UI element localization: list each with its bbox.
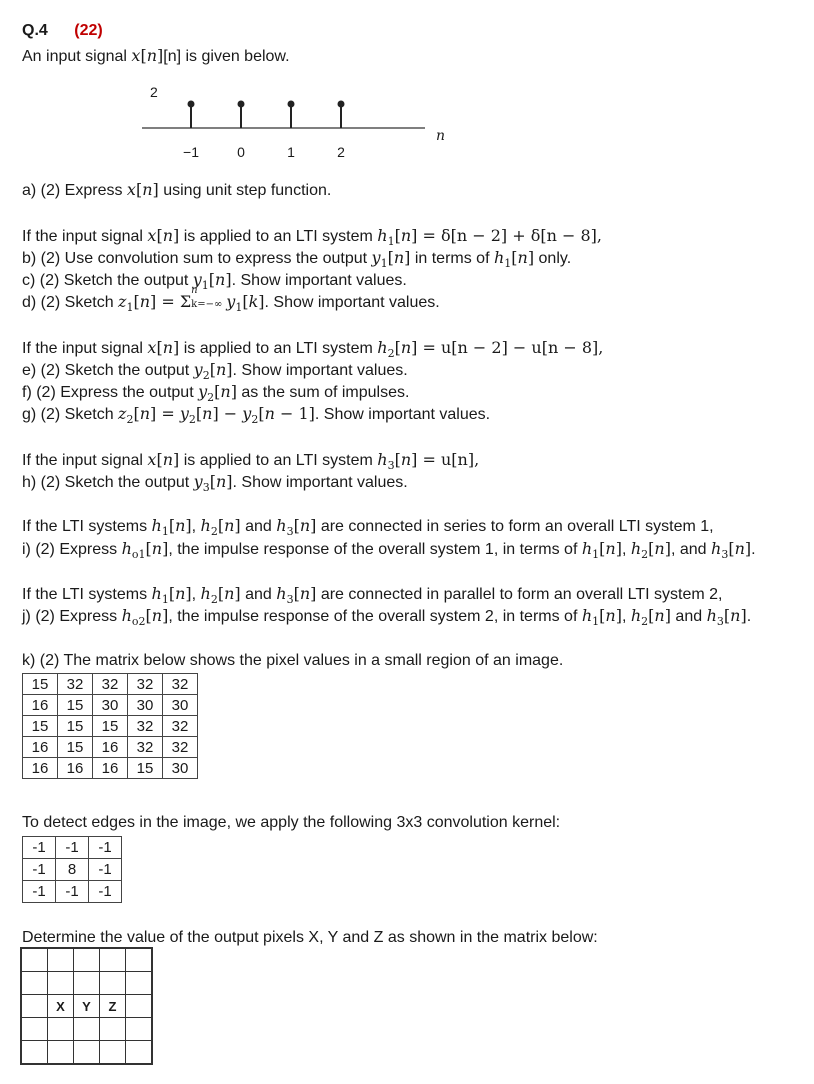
kernel-row — [23, 859, 122, 881]
pixel-cell: 16 — [93, 758, 128, 779]
tick-label: 0 — [237, 144, 245, 160]
part-b: b) (2) Use convolution sum to express the output $y_1[n]$ in terms of $h_1[n]$ only. — [22, 248, 572, 271]
pixel-cell: 32 — [163, 674, 198, 695]
output-cell — [48, 1041, 74, 1065]
series-intro: If the LTI systems $h_1[n]$, $h_2[n]$ and $h_3[n]$ are connected in series to form an overall LTI system 1, — [22, 516, 714, 539]
stem-dot — [288, 101, 295, 108]
tick-label: 1 — [287, 144, 295, 160]
pixel-cell: 30 — [163, 695, 198, 716]
pixel-row — [23, 674, 198, 695]
output-cell: Y — [74, 995, 100, 1018]
pixel-cell: 15 — [93, 716, 128, 737]
kernel-cell: 8 — [56, 859, 89, 881]
output-cell — [100, 972, 126, 995]
part-i: i) (2) Express $h_{o1}[n]$, the impulse response of the overall system 1, in terms of $h_1[n]$, $h_2[n]$, and $h_3[n]$. — [22, 539, 756, 562]
output-cell — [126, 1018, 153, 1041]
output-row — [21, 995, 152, 1018]
output-cell — [48, 972, 74, 995]
output-cell: X — [48, 995, 74, 1018]
intro-line: An input signal x[n][n] is given below. — [22, 46, 290, 65]
output-cell — [74, 972, 100, 995]
output-cell — [100, 1041, 126, 1065]
pixel-cell: 16 — [23, 737, 58, 758]
system3-intro: If the input signal x[n] is applied to an LTI system $h_3[n] = u[n]$, — [22, 450, 480, 473]
pixel-cell: 32 — [128, 674, 163, 695]
output-row — [21, 948, 152, 972]
pixel-row — [23, 716, 198, 737]
pixel-cell: 30 — [128, 695, 163, 716]
output-cell — [100, 1018, 126, 1041]
tick-label: −1 — [183, 144, 199, 160]
stem-dot — [338, 101, 345, 108]
pixel-row — [23, 737, 198, 758]
pixel-cell: 16 — [23, 758, 58, 779]
stem-dot — [238, 101, 245, 108]
output-cell — [126, 995, 153, 1018]
output-intro: Determine the value of the output pixels X, Y and Z as shown in the matrix below: — [22, 929, 598, 946]
pixel-cell: 16 — [93, 737, 128, 758]
question-header — [22, 22, 103, 40]
output-cell — [48, 1018, 74, 1041]
pixel-cell: 15 — [128, 758, 163, 779]
pixel-cell: 15 — [58, 737, 93, 758]
axis-label: n — [436, 128, 446, 144]
kernel-cell: -1 — [89, 881, 122, 903]
part-g: g) (2) Sketch $z_2[n] = y_2[n] - y_2[n - 1]$. Show important values. — [22, 404, 491, 427]
system1-intro: If the input signal x[n] is applied to an LTI system $h_1[n] = \delta[n - 2] + \delta[n - 8]$, — [22, 226, 603, 249]
output-row — [21, 1018, 152, 1041]
pixel-cell: 32 — [128, 716, 163, 737]
part-c: c) (2) Sketch the output $y_1[n]$. Show important values. — [22, 270, 407, 293]
stems-group — [188, 101, 345, 129]
output-cell — [21, 1041, 48, 1065]
pixel-cell: 15 — [23, 716, 58, 737]
output-cell — [126, 972, 153, 995]
kernel-cell: -1 — [89, 837, 122, 859]
output-cell — [21, 972, 48, 995]
output-cell — [126, 948, 153, 972]
kernel-cell: -1 — [23, 881, 56, 903]
output-matrix — [20, 947, 153, 1065]
question-number: Q.4 — [22, 22, 48, 39]
pixel-cell: 30 — [93, 695, 128, 716]
stem-plot — [140, 80, 460, 170]
output-cell — [100, 948, 126, 972]
output-cell — [74, 1018, 100, 1041]
parallel-intro: If the LTI systems $h_1[n]$, $h_2[n]$ and $h_3[n]$ are connected in parallel to form an overall LTI system 2, — [22, 584, 723, 607]
part-k: k) (2) The matrix below shows the pixel values in a small region of an image. — [22, 652, 564, 669]
amplitude-label: 2 — [150, 84, 158, 100]
kernel-row — [23, 837, 122, 859]
pixel-row — [23, 695, 198, 716]
part-j: j) (2) Express $h_{o2}[n]$, the impulse response of the overall system 2, in terms of $h_1[n]$, $h_2[n]$ and $h_3[n]$. — [22, 606, 752, 629]
part-h: h) (2) Sketch the output $y_3[n]$. Show important values. — [22, 472, 408, 495]
pixel-cell: 32 — [163, 737, 198, 758]
pixel-matrix — [22, 673, 198, 779]
output-row — [21, 1041, 152, 1065]
pixel-cell: 32 — [58, 674, 93, 695]
output-cell — [74, 1041, 100, 1065]
tick-label: 2 — [337, 144, 345, 160]
output-cell: Z — [100, 995, 126, 1018]
output-row — [21, 972, 152, 995]
system2-intro: If the input signal x[n] is applied to an LTI system $h_2[n] = u[n - 2] - u[n - 8]$, — [22, 338, 604, 361]
kernel-row — [23, 881, 122, 903]
pixel-cell: 16 — [58, 758, 93, 779]
tick-labels — [183, 144, 345, 160]
output-cell — [21, 948, 48, 972]
pixel-cell: 32 — [93, 674, 128, 695]
output-cell — [48, 948, 74, 972]
kernel-cell: -1 — [56, 837, 89, 859]
output-cell — [21, 1018, 48, 1041]
pixel-cell: 15 — [23, 674, 58, 695]
pixel-cell: 32 — [163, 716, 198, 737]
output-cell — [21, 995, 48, 1018]
kernel-cell: -1 — [23, 837, 56, 859]
pixel-cell: 15 — [58, 716, 93, 737]
output-cell — [74, 948, 100, 972]
kernel-cell: -1 — [89, 859, 122, 881]
convolution-kernel — [22, 836, 122, 903]
part-f: f) (2) Express the output $y_2[n]$ as the sum of impulses. — [22, 382, 410, 405]
pixel-cell: 15 — [58, 695, 93, 716]
kernel-cell: -1 — [56, 881, 89, 903]
pixel-cell: 32 — [128, 737, 163, 758]
kernel-intro: To detect edges in the image, we apply the following 3x3 convolution kernel: — [22, 814, 561, 831]
pixel-cell: 16 — [23, 695, 58, 716]
part-d: d) (2) Sketch $z_1[n] = \Sigma$ n k=−∞ $y_1[k]$. Show important values. — [22, 285, 440, 315]
question-marks: (22) — [74, 22, 103, 39]
stem-dot — [188, 101, 195, 108]
part-a: a) (2) Express x[n] using unit step function. — [22, 180, 332, 199]
pixel-cell: 30 — [163, 758, 198, 779]
part-e: e) (2) Sketch the output $y_2[n]$. Show important values. — [22, 360, 408, 383]
kernel-cell: -1 — [23, 859, 56, 881]
pixel-row — [23, 758, 198, 779]
output-cell — [126, 1041, 153, 1065]
